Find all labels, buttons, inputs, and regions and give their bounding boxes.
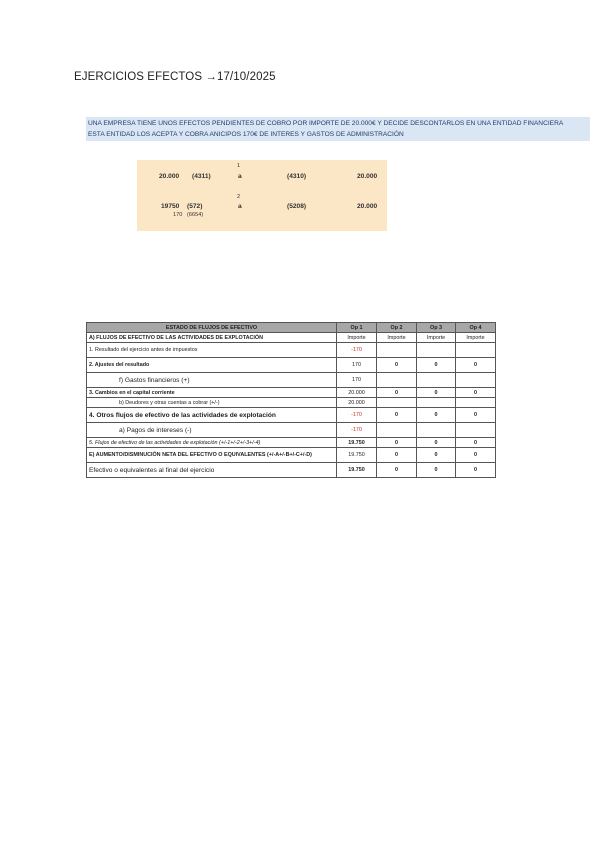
table-row xyxy=(87,408,496,423)
entry-1-marker: 1 xyxy=(237,163,241,169)
row-label: a) Pagos de intereses (-) xyxy=(87,423,337,438)
entry-2-credit-account: (5208) xyxy=(287,203,307,210)
cell: 0 xyxy=(456,438,496,448)
cell: 0 xyxy=(417,408,456,423)
page-title: EJERCICIOS EFECTOS →17/10/2025 xyxy=(74,71,276,83)
cell: 0 xyxy=(456,463,496,478)
cell: Importe xyxy=(456,333,496,343)
journal-entries xyxy=(137,160,387,231)
cell: 170 xyxy=(337,358,377,373)
problem-statement xyxy=(86,117,590,141)
row-label: 1. Resultado del ejercicio antes de impuestos xyxy=(87,343,337,358)
cell xyxy=(377,343,417,358)
cell: 0 xyxy=(377,408,417,423)
cell: -170 xyxy=(337,408,377,423)
entry-2-account: (572) xyxy=(187,203,203,210)
table-row xyxy=(87,438,496,448)
row-label: 4. Otros flujos de efectivo de las actividades de explotación xyxy=(87,408,337,423)
entry-2-marker: 2 xyxy=(237,194,241,200)
cell: 0 xyxy=(377,448,417,463)
cell: 0 xyxy=(456,448,496,463)
table-row xyxy=(87,463,496,478)
col-header: Op 3 xyxy=(417,323,456,333)
cell: 0 xyxy=(417,438,456,448)
cell xyxy=(456,398,496,408)
cash-flow-table xyxy=(86,322,496,478)
col-header: Op 4 xyxy=(456,323,496,333)
cell xyxy=(417,343,456,358)
row-label: f) Gastos financieros (+) xyxy=(87,373,337,388)
entry-1-credit-amount: 20.000 xyxy=(357,173,378,180)
table-header-row xyxy=(87,323,496,333)
cell: 0 xyxy=(417,388,456,398)
cell: -170 xyxy=(337,343,377,358)
statement-line-1: UNA EMPRESA TIENE UNOS EFECTOS PENDIENTES DE COBRO POR IMPORTE DE 20.000€ Y DECIDE DESCONTARLOS EN UNA ENTIDAD FINANCIERA xyxy=(88,120,564,127)
table-row xyxy=(87,448,496,463)
cell xyxy=(377,373,417,388)
cell: 170 xyxy=(337,373,377,388)
row-label: Efectivo o equivalentes al final del ejercicio xyxy=(87,463,337,478)
cell xyxy=(456,423,496,438)
cell xyxy=(417,423,456,438)
entry-2-sub-amount: 170 xyxy=(173,212,183,218)
col-header: Op 1 xyxy=(337,323,377,333)
entry-2-sub-account: (6654) xyxy=(187,212,204,218)
table-row xyxy=(87,358,496,373)
entry-1-amount: 20.000 xyxy=(159,173,180,180)
cell: 19.750 xyxy=(337,438,377,448)
col-header: Op 2 xyxy=(377,323,417,333)
entry-2-amount: 19750 xyxy=(161,203,180,210)
table-row xyxy=(87,333,496,343)
cell: 0 xyxy=(456,358,496,373)
entry-1-conj: a xyxy=(238,173,242,180)
cell xyxy=(377,398,417,408)
cell: Importe xyxy=(337,333,377,343)
cell: 0 xyxy=(456,408,496,423)
cell xyxy=(456,373,496,388)
table-row xyxy=(87,343,496,358)
cell: 0 xyxy=(417,358,456,373)
row-label: 2. Ajustes del resultado xyxy=(87,358,337,373)
table-row xyxy=(87,373,496,388)
entry-2-conj: a xyxy=(238,203,242,210)
cell: -170 xyxy=(337,423,377,438)
entry-2-credit-amount: 20.000 xyxy=(357,203,378,210)
row-label: 3. Cambios en el capital corriente xyxy=(87,388,337,398)
cell: 0 xyxy=(456,388,496,398)
cell xyxy=(417,373,456,388)
cell xyxy=(377,423,417,438)
row-label: b) Deudores y otras cuentas a cobrar (+/-) xyxy=(87,398,337,408)
entry-1-credit-account: (4310) xyxy=(287,173,307,180)
statement-line-2: ESTA ENTIDAD LOS ACEPTA Y COBRA ANICIPOS 170€ DE INTERES Y GASTOS DE ADMINISTRACIÓN xyxy=(88,131,404,138)
table-row xyxy=(87,423,496,438)
cell: 19.750 xyxy=(337,448,377,463)
cell: 0 xyxy=(417,448,456,463)
cell: 19.750 xyxy=(337,463,377,478)
table-row xyxy=(87,388,496,398)
cell: Importe xyxy=(417,333,456,343)
cell: Importe xyxy=(377,333,417,343)
cell: 0 xyxy=(377,358,417,373)
row-label: E) AUMENTO/DISMINUCIÓN NETA DEL EFECTIVO O EQUIVALENTES (+/-A+/-B+/-C+/-D) xyxy=(87,448,337,463)
cell xyxy=(456,343,496,358)
cell xyxy=(417,398,456,408)
cell: 20.000 xyxy=(337,398,377,408)
table-row xyxy=(87,398,496,408)
row-label: 5. Flujos de efectivo de las actividades de explotación (+/-1+/-2+/-3+/-4) xyxy=(87,438,337,448)
row-label: A) FLUJOS DE EFECTIVO DE LAS ACTIVIDADES DE EXPLOTACIÓN xyxy=(87,333,337,343)
cell: 0 xyxy=(377,388,417,398)
cell: 0 xyxy=(417,463,456,478)
cell: 0 xyxy=(377,463,417,478)
table-title: ESTADO DE FLUJOS DE EFECTIVO xyxy=(87,323,337,333)
cell: 0 xyxy=(377,438,417,448)
entry-1-account: (4311) xyxy=(192,173,211,180)
cell: 20.000 xyxy=(337,388,377,398)
